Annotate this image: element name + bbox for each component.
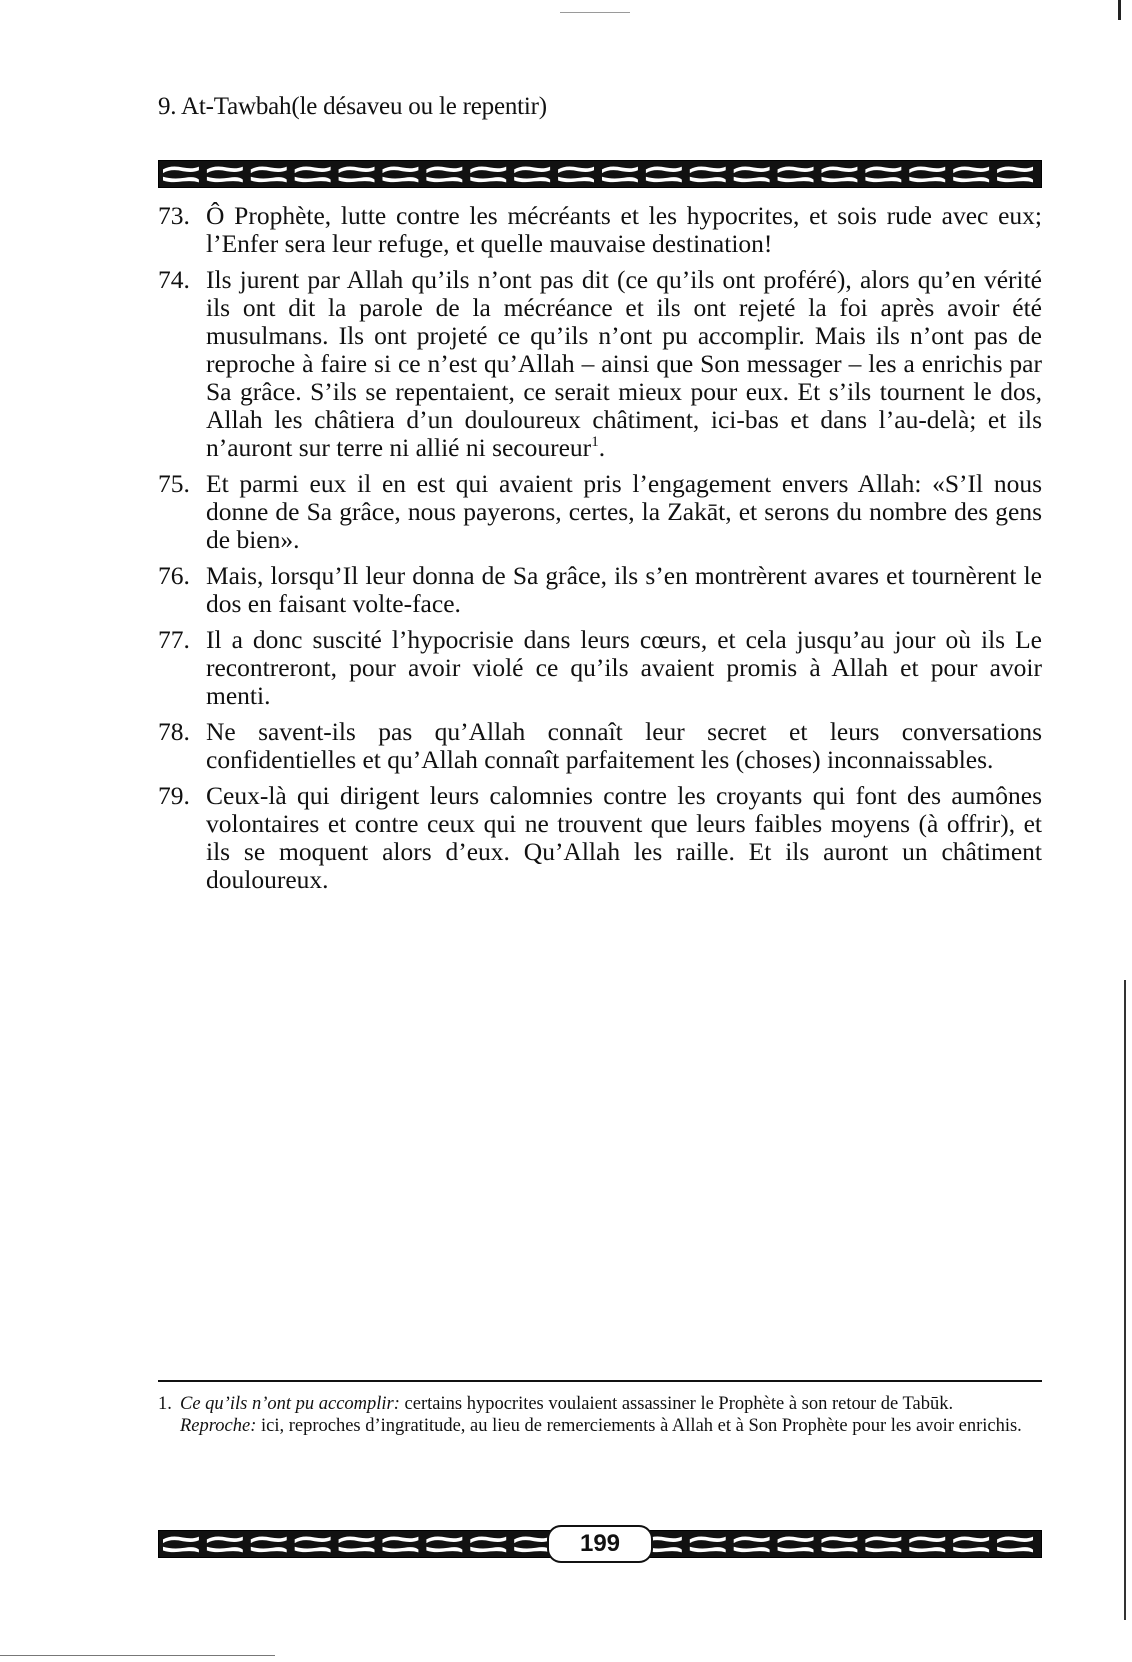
verse-74 (158, 266, 1042, 462)
verse-text: Il a donc suscité l’hypocrisie dans leurs cœurs, et cela jusqu’au jour où ils Le recontreront, pour avoir violé ce qu’ils avaient promis à Allah et pour avoir menti. (206, 625, 1042, 710)
verse-text: Mais, lorsqu’Il leur donna de Sa grâce, ils s’en montrèrent avares et tournèrent le dos en faisant volte-face. (206, 561, 1042, 618)
scan-artifact-line-bottom (0, 1655, 275, 1656)
footnote-1 (158, 1393, 1042, 1437)
verse-number: 73. (158, 201, 190, 230)
verse-number: 79. (158, 781, 190, 810)
verse-79 (158, 782, 1042, 894)
scan-artifact-line (560, 12, 630, 13)
scan-artifact-mark (1118, 0, 1121, 20)
verse-number: 75. (158, 469, 190, 498)
footnote-text: certains hypocrites voulaient assassiner le Prophète à son retour de Tabūk. (404, 1394, 954, 1414)
page-number: 199 (547, 1525, 653, 1563)
footnote-divider (158, 1380, 1042, 1382)
footnote-entry (180, 1393, 1042, 1415)
verse-text-end: . (598, 433, 606, 462)
verse-number: 77. (158, 625, 190, 654)
verse-text: Ô Prophète, lutte contre les mécréants et les hypocrites, et sois rude avec eux; l’Enfer sera leur refuge, et quelle mauvaise destination! (206, 201, 1042, 258)
verse-number: 76. (158, 561, 190, 590)
verse-text-body: Ils jurent par Allah qu’ils n’ont pas dit (ce qu’ils ont proféré), alors qu’en vérité ils ont dit la parole de la mécréance et ils ont rejeté la foi après avoir été musulmans. Ils ont projeté ce qu’ils n’ont pu accomplir. Mais ils n’ont pas de reproche à faire si ce n’est qu’Allah – ainsi que Son messager – les a enrichis par Sa grâce. S’ils se repentaient, ce serait mieux pour eux. Et s’ils tournent le dos, Allah les châtiera d’un douloureux châtiment, ici-bas et dans l’au-delà; et ils n’auront sur terre ni allié ni secoureur (206, 265, 1042, 462)
verse-73 (158, 202, 1042, 258)
footnote-number: 1. (158, 1394, 172, 1414)
verse-number: 78. (158, 717, 190, 746)
verse-75 (158, 470, 1042, 554)
verse-text (206, 266, 1042, 462)
footnote-term: Reproche: (180, 1416, 257, 1436)
surah-title: 9. At-Tawbah(le désaveu ou le repentir) (158, 93, 547, 120)
verse-76 (158, 562, 1042, 618)
scan-artifact-edge (1124, 980, 1126, 1620)
footnote-term: Ce qu’ils n’ont pu accomplir: (180, 1394, 400, 1414)
footnote-entry (180, 1415, 1042, 1437)
verse-78 (158, 718, 1042, 774)
verse-77 (158, 626, 1042, 710)
footnote-reference: 1 (591, 434, 599, 450)
ornamental-band-top (158, 160, 1042, 188)
verse-text: Ne savent-ils pas qu’Allah connaît leur secret et leurs conversations confidentielles et qu’Allah connaît parfaitement les (choses) inconnaissables. (206, 717, 1042, 774)
footnotes (158, 1393, 1042, 1437)
verse-text: Et parmi eux il en est qui avaient pris l’engagement envers Allah: «S’Il nous donne de Sa grâce, nous payerons, certes, la Zakāt, et serons du nombre des gens de bien». (206, 469, 1042, 554)
verse-text: Ceux-là qui dirigent leurs calomnies contre les croyants qui font des aumônes volontaires et contre ceux qui ne trouvent que leurs faibles moyens (à offrir), et ils se moquent alors d’eux. Qu’Allah les raille. Et ils auront un châtiment douloureux. (206, 781, 1042, 894)
footnote-text: ici, reproches d’ingratitude, au lieu de remerciements à Allah et à Son Prophète pour les avoir enrichis. (260, 1416, 1022, 1436)
verse-number: 74. (158, 265, 190, 294)
ornament-pattern (159, 161, 1041, 187)
verses-list (158, 202, 1042, 902)
